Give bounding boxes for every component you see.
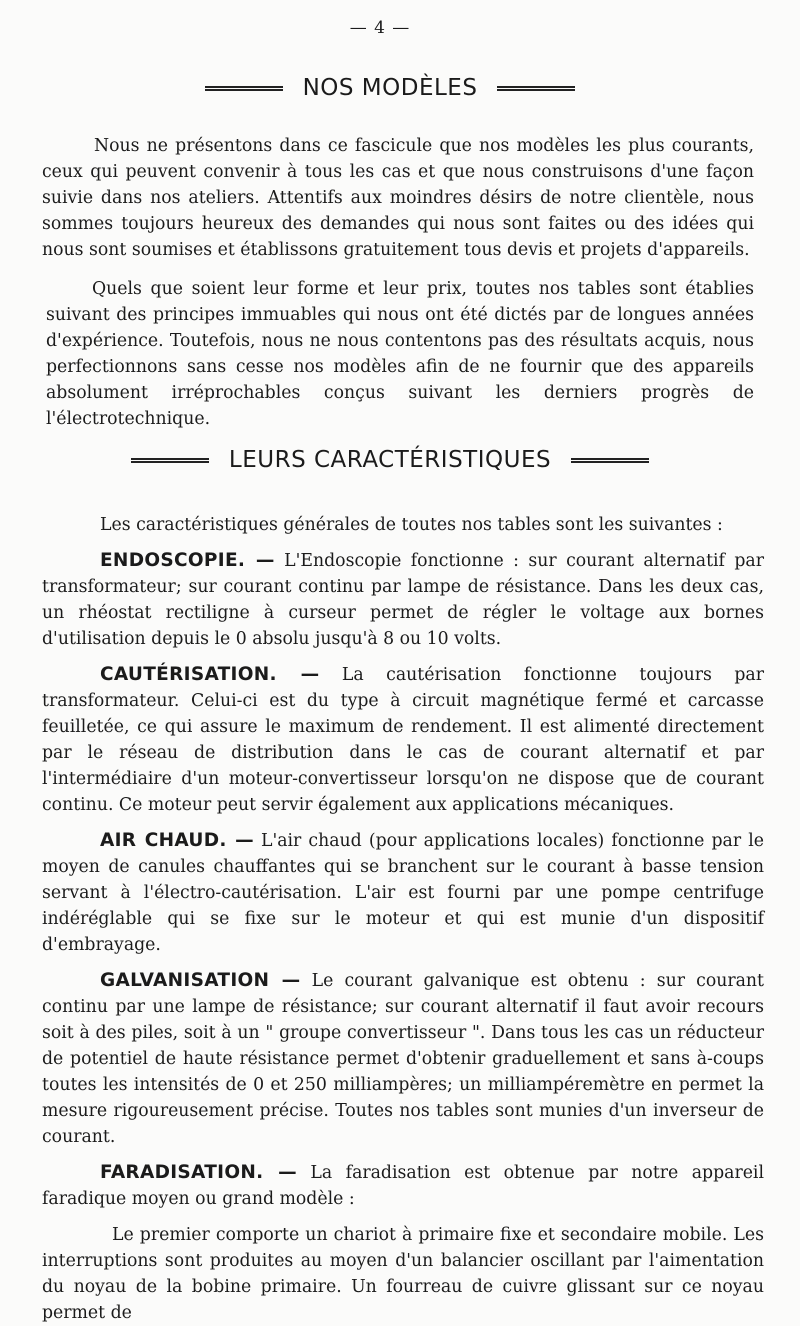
item-faradisation: [42, 1160, 764, 1212]
intro-paragraph-2: [46, 276, 754, 432]
item-text: Le courant galvanique est obtenu : sur courant continu par une lampe de résistance; sur courant alternatif il faut avoir recours soit à des piles, soit à un " groupe convertisseur ". Dans tous les cas un réducteur de potentiel de haute résistance permet d'obtenir graduellement et sans à-coups toutes les intensités de 0 et 250 milliampères; un milliampéremètre en permet la mesure rigoureusement précise. Toutes nos tables sont munies d'un inverseur de courant.: [42, 971, 765, 1147]
item-text: L'Endoscopie fonctionne : sur courant alternatif par transformateur; sur courant continu par lampe de résistance. Dans les deux cas, un rhéostat rectiligne à curseur permet de régler le voltage aux bornes d'utilisation depuis le 0 absolu jusqu'à 8 ou 10 volts.: [42, 551, 764, 649]
item-text: L'air chaud (pour applications locales) fonctionne par le moyen de canules chauffantes qui se branchent sur le courant à basse tension servant à l'électro-cautérisation. L'air est fourni par une pompe centrifuge indéréglable qui se fixe sur le moteur et qui est munie d'un dispositif d'embrayage.: [42, 831, 764, 955]
characteristics-intro: Les caractéristiques générales de toutes nos tables sont les suivantes :: [100, 515, 723, 535]
intro-paragraph-1: [42, 133, 754, 263]
faradisation-detail: Le premier comporte un chariot à primaire fixe et secondaire mobile. Les interruptions sont produites au moyen d'un balancier oscillant par l'aimentation du noyau de la bobine primaire. Un fourreau de cuivre glissant sur ce noyau permet de: [42, 1225, 764, 1323]
item-text: La cautérisation fonctionne toujours par transformateur. Celui-ci est du type à circuit magnétique fermé et carcasse feuilletée, ce qui assure le maximum de rendement. Il est alimenté directement par le réseau de distribution dans le cas de courant alternatif et par l'intermédiaire d'un moteur-convertisseur lorsqu'on ne dispose que de courant continu. Ce moteur peut servir également aux applications mécaniques.: [42, 665, 764, 815]
item-endoscopie: [42, 548, 764, 652]
item-lead: GALVANISATION —: [100, 970, 301, 991]
item-lead: AIR CHAUD. —: [100, 830, 254, 851]
characteristics-body: [42, 512, 764, 1326]
section-title: LEURS CARACTÉRISTIQUES: [228, 447, 552, 473]
item-cauterisation: [42, 662, 764, 818]
item-text: La faradisation est obtenue par notre appareil faradique moyen ou grand modèle :: [42, 1163, 764, 1209]
heading-rule-left: [131, 458, 209, 463]
item-lead: ENDOSCOPIE. —: [100, 550, 275, 571]
heading-rule-right: [497, 86, 575, 91]
section-title: NOS MODÈLES: [302, 75, 478, 101]
heading-rule-right: [571, 458, 649, 463]
heading-rule-left: [205, 86, 283, 91]
section-heading-caracteristiques: [0, 447, 780, 473]
item-galvanisation: [42, 968, 764, 1150]
page-number: — 4 —: [349, 18, 411, 38]
paragraph: Quels que soient leur forme et leur prix, toutes nos tables sont établies suivant des principes immuables qui nous ont été dictés par de longues années d'expérience. Toutefois, nous ne nous contentons pas des résultats acquis, nous perfectionnons sans cesse nos modèles afin de ne fournir que des appareils absolument irréprochables conçus suivant les derniers progrès de l'électrotechnique.: [46, 279, 754, 429]
paragraph: Nous ne présentons dans ce fascicule que nos modèles les plus courants, ceux qui peuvent convenir à tous les cas et que nous construisons d'une façon suivie dans nos ateliers. Attentifs aux moindres désirs de notre clientèle, nous sommes toujours heureux des demandes qui nous sont faites ou des idées qui nous sont soumises et établissons gratuitement tous devis et projets d'appareils.: [42, 136, 754, 260]
item-lead: FARADISATION. —: [100, 1162, 297, 1183]
item-air-chaud: [42, 828, 764, 958]
item-lead: CAUTÉRISATION. —: [100, 664, 320, 685]
section-heading-nos-modeles: [0, 75, 780, 101]
